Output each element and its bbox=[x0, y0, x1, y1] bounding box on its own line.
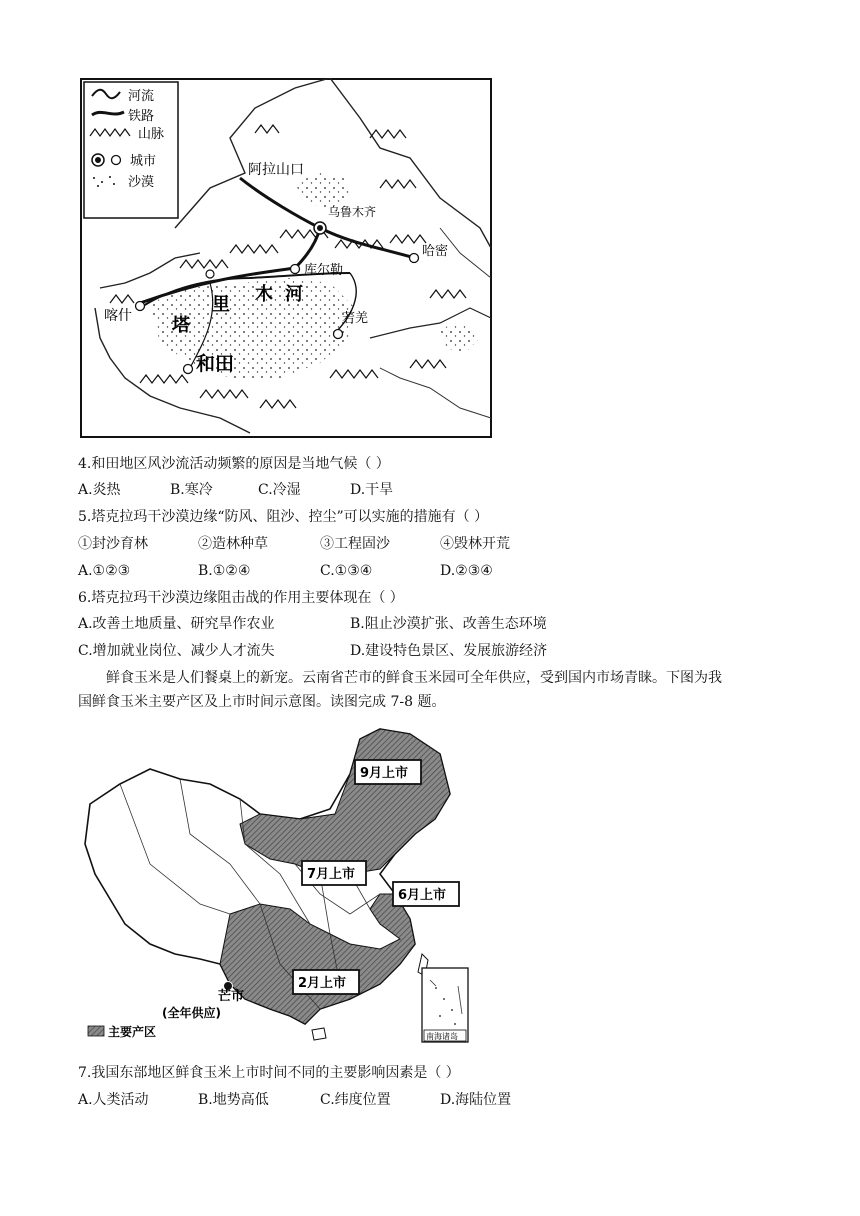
q6-option-a[interactable]: A.改善土地质量、研究旱作农业 bbox=[78, 616, 275, 632]
svg-text:若羌: 若羌 bbox=[342, 311, 369, 326]
svg-text:塔: 塔 bbox=[172, 315, 190, 336]
svg-text:木: 木 bbox=[255, 284, 273, 305]
city-legend-icon bbox=[112, 156, 121, 165]
svg-text:沙漠: 沙漠 bbox=[128, 175, 155, 190]
q4-option-a[interactable]: A.炎热 bbox=[78, 482, 121, 498]
passage-line-2: 国鲜食玉米主要产区及上市时间示意图。读图完成 7-8 题。 bbox=[78, 694, 446, 710]
kashgar-dot bbox=[136, 302, 145, 311]
question-5: 5.塔克拉玛干沙漠边缘“防风、阻沙、控尘”可以实施的措施有（ ） bbox=[78, 509, 489, 525]
china-corn-map bbox=[80, 724, 480, 1046]
hotan-dot bbox=[184, 365, 193, 374]
hami-dot bbox=[410, 254, 419, 263]
svg-text:南海诸岛: 南海诸岛 bbox=[426, 1032, 458, 1041]
q5-option-a[interactable]: A.①②③ bbox=[78, 563, 131, 579]
svg-text:里: 里 bbox=[212, 294, 230, 315]
q7-option-c[interactable]: C.纬度位置 bbox=[320, 1092, 391, 1108]
svg-text:城市: 城市 bbox=[130, 154, 157, 169]
north-production-area bbox=[240, 729, 450, 874]
svg-text:9月上市: 9月上市 bbox=[360, 766, 409, 781]
q5-option-c[interactable]: C.①③④ bbox=[320, 563, 373, 579]
svg-text:铁路: 铁路 bbox=[128, 109, 155, 124]
passage bbox=[78, 666, 798, 714]
svg-text:山脉: 山脉 bbox=[138, 127, 165, 142]
measure-3: ③工程固沙 bbox=[320, 536, 390, 552]
q4-option-c[interactable]: C.冷湿 bbox=[258, 482, 301, 498]
question-7: 7.我国东部地区鲜食玉米上市时间不同的主要影响因素是（ ） bbox=[78, 1065, 460, 1081]
measure-1: ①封沙育林 bbox=[78, 536, 148, 552]
question-6: 6.塔克拉玛干沙漠边缘阻击战的作用主要体现在（ ） bbox=[78, 590, 404, 606]
svg-text:阿拉山口: 阿拉山口 bbox=[248, 162, 304, 178]
svg-text:芒市: 芒市 bbox=[218, 989, 245, 1004]
svg-text:哈密: 哈密 bbox=[422, 244, 449, 259]
svg-text:2月上市: 2月上市 bbox=[298, 976, 347, 991]
question-4: 4.和田地区风沙流活动频繁的原因是当地气候（ ） bbox=[78, 456, 390, 472]
q4-option-d[interactable]: D.干旱 bbox=[350, 482, 394, 498]
q6-option-d[interactable]: D.建设特色景区、发展旅游经济 bbox=[350, 643, 548, 659]
q5-option-d[interactable]: D.②③④ bbox=[440, 563, 493, 579]
passage-line-1: 鲜食玉米是人们餐桌上的新宠。云南省芒市的鲜食玉米园可全年供应，受到国内市场青睐。下图为我 bbox=[106, 670, 722, 686]
q7-option-b[interactable]: B.地势高低 bbox=[198, 1092, 269, 1108]
svg-text:6月上市: 6月上市 bbox=[398, 888, 447, 903]
q6-option-b[interactable]: B.阻止沙漠扩张、改善生态环境 bbox=[350, 616, 547, 632]
q7-option-a[interactable]: A.人类活动 bbox=[78, 1092, 149, 1108]
xinjiang-map bbox=[80, 78, 492, 438]
ruoqiang-dot bbox=[334, 330, 343, 339]
svg-text:主要产区: 主要产区 bbox=[108, 1025, 157, 1039]
q7-option-d[interactable]: D.海陆位置 bbox=[440, 1092, 512, 1108]
svg-text:7月上市: 7月上市 bbox=[307, 867, 356, 882]
svg-text:河流: 河流 bbox=[128, 89, 155, 104]
svg-text:和田: 和田 bbox=[196, 353, 235, 375]
svg-text:乌鲁木齐: 乌鲁木齐 bbox=[328, 205, 377, 219]
measure-4: ④毁林开荒 bbox=[440, 536, 510, 552]
korla-dot bbox=[291, 265, 300, 274]
q6-option-c[interactable]: C.增加就业岗位、减少人才流失 bbox=[78, 643, 275, 659]
production-legend-swatch bbox=[88, 1026, 104, 1036]
q5-option-b[interactable]: B.①②④ bbox=[198, 563, 251, 579]
q4-option-b[interactable]: B.寒冷 bbox=[170, 482, 213, 498]
svg-text:喀什: 喀什 bbox=[104, 308, 132, 324]
measure-2: ②造林种草 bbox=[198, 536, 268, 552]
svg-text:库尔勒: 库尔勒 bbox=[304, 263, 344, 278]
svg-text:(全年供应): (全年供应) bbox=[162, 1006, 221, 1020]
svg-text:河: 河 bbox=[285, 284, 303, 305]
